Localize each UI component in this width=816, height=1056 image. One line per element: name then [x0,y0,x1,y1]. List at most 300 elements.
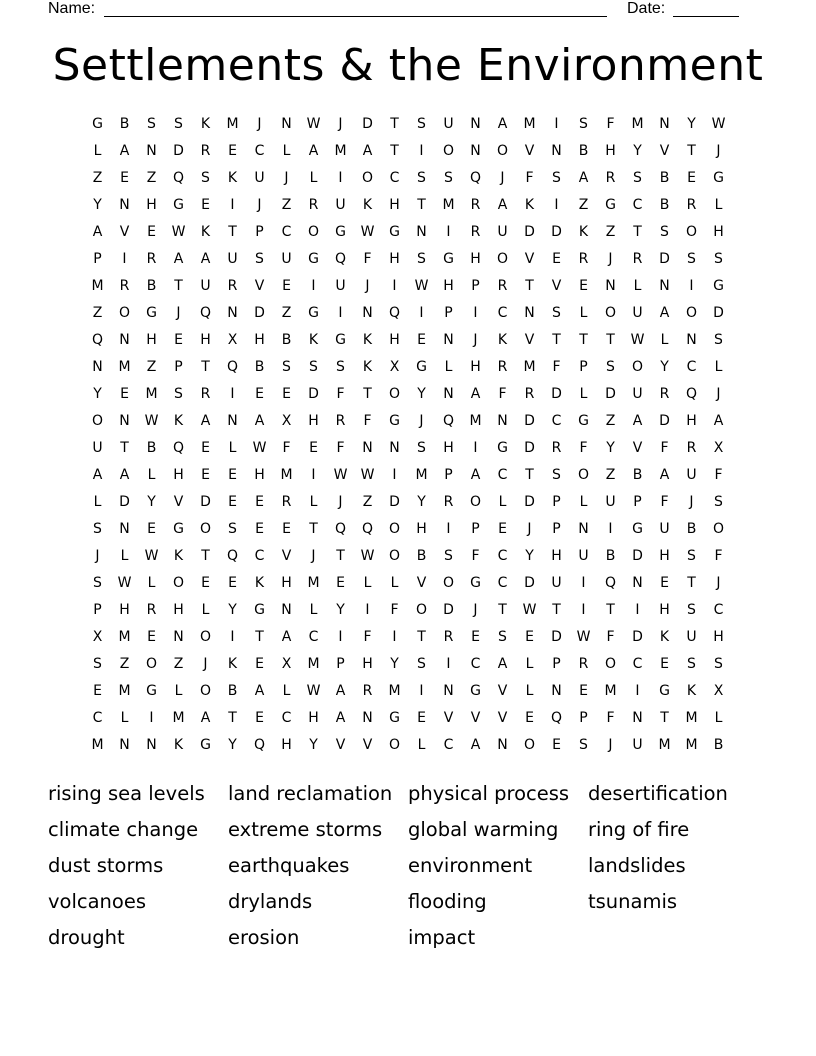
grid-letter: V [497,710,508,726]
grid-letter: F [606,116,615,132]
grid-letter: G [173,521,184,537]
grid-letter: A [200,710,211,726]
grid-letter: G [470,575,481,591]
grid-letter: N [119,197,130,213]
grid-letter: S [714,656,723,672]
grid-letter: J [257,116,262,132]
grid-letter: A [200,251,211,267]
grid-letter: I [311,278,316,294]
grid-letter: T [201,548,210,564]
word-list-item: drylands [228,890,313,913]
grid-letter: O [523,737,536,753]
grid-row [84,354,732,381]
grid-letter: Z [92,305,103,321]
grid-letter: W [117,575,132,591]
grid-letter: E [255,656,264,672]
grid-letter: R [227,278,238,294]
grid-letter: Q [253,737,266,753]
grid-letter: V [443,710,454,726]
grid-letter: R [470,197,481,213]
grid-letter: S [417,116,426,132]
grid-letter: I [338,305,343,321]
grid-letter: J [257,197,262,213]
grid-letter: N [659,116,670,132]
grid-letter: Q [334,521,347,537]
grid-letter: H [551,548,562,564]
grid-row [84,543,732,570]
grid-letter: E [120,170,129,186]
grid-letter: R [470,224,481,240]
grid-letter: B [146,278,157,294]
grid-letter: G [389,224,400,240]
grid-letter: Z [173,656,184,672]
grid-letter: U [200,278,211,294]
grid-letter: V [632,440,643,456]
grid-row [84,327,732,354]
grid-letter: E [579,278,588,294]
grid-letter: V [254,278,265,294]
grid-letter: O [631,359,644,375]
grid-letter: A [119,467,130,483]
grid-letter: B [713,737,724,753]
grid-letter: N [173,629,184,645]
grid-letter: S [552,170,561,186]
grid-letter: E [471,629,480,645]
grid-letter: E [255,710,264,726]
grid-letter: O [577,467,590,483]
grid-letter: M [631,116,644,132]
grid-letter: Q [226,359,239,375]
grid-letter: K [497,332,508,348]
grid-letter: U [686,467,697,483]
grid-letter: L [120,710,129,726]
grid-row [84,138,732,165]
grid-letter: H [389,197,400,213]
grid-letter: N [146,737,157,753]
grid-letter: H [254,332,265,348]
grid-row [84,570,732,597]
grid-letter: I [122,251,127,267]
grid-letter: R [308,197,319,213]
grid-letter: T [228,710,237,726]
grid-letter: B [659,197,670,213]
grid-letter: K [659,629,670,645]
grid-letter: U [335,278,346,294]
grid-letter: A [92,224,103,240]
grid-letter: N [443,386,454,402]
grid-letter: N [551,683,562,699]
grid-letter: E [147,224,156,240]
grid-row [84,408,732,435]
grid-letter: D [362,116,373,132]
grid-letter: R [659,386,670,402]
grid-letter: U [578,548,589,564]
grid-letter: W [144,413,159,429]
grid-letter: K [686,683,697,699]
grid-letter: G [443,251,454,267]
grid-letter: N [362,305,373,321]
grid-letter: S [552,305,561,321]
grid-letter: E [282,278,291,294]
grid-letter: R [200,386,211,402]
grid-letter: U [92,440,103,456]
grid-letter: L [282,143,291,159]
grid-letter: E [93,683,102,699]
grid-letter: O [415,602,428,618]
grid-letter: L [363,575,372,591]
grid-letter: Z [605,467,616,483]
grid-letter: E [417,710,426,726]
grid-letter: D [659,413,670,429]
grid-letter: E [660,575,669,591]
word-list-item: rising sea levels [48,782,205,805]
grid-letter: X [281,656,292,672]
grid-letter: G [470,683,481,699]
grid-letter: A [362,143,373,159]
grid-letter: Y [228,602,237,618]
grid-letter: B [632,467,643,483]
grid-letter: Q [199,305,212,321]
grid-letter: S [174,386,183,402]
grid-letter: T [417,629,426,645]
grid-letter: Z [605,413,616,429]
grid-letter: C [389,170,400,186]
grid-letter: N [443,332,454,348]
grid-letter: F [660,494,669,510]
grid-letter: O [388,386,401,402]
grid-letter: P [174,359,183,375]
grid-letter: D [524,440,535,456]
grid-letter: X [713,440,724,456]
grid-letter: U [443,116,454,132]
grid-letter: E [525,710,534,726]
grid-letter: R [551,440,562,456]
letter-grid [84,111,732,759]
grid-letter: S [633,170,642,186]
grid-letter: I [608,521,613,537]
grid-letter: E [255,494,264,510]
grid-letter: G [632,521,643,537]
grid-letter: S [417,170,426,186]
grid-letter: E [309,440,318,456]
grid-letter: O [388,548,401,564]
grid-letter: C [92,710,103,726]
grid-letter: A [470,386,481,402]
grid-letter: G [416,359,427,375]
grid-letter: V [335,737,346,753]
grid-letter: G [713,278,724,294]
grid-letter: G [146,305,157,321]
grid-letter: S [687,656,696,672]
grid-letter: S [228,521,237,537]
grid-letter: S [201,170,210,186]
grid-letter: H [254,467,265,483]
grid-letter: Q [226,548,239,564]
grid-letter: H [686,413,697,429]
grid-letter: R [632,251,643,267]
grid-letter: S [255,251,264,267]
grid-letter: M [523,116,536,132]
grid-letter: O [685,305,698,321]
grid-letter: L [417,737,426,753]
grid-letter: H [659,548,670,564]
grid-letter: J [284,170,289,186]
grid-letter: F [498,386,507,402]
name-label: Name: [48,0,96,17]
grid-letter: N [551,143,562,159]
word-list-item: land reclamation [228,782,393,805]
grid-letter: L [390,575,399,591]
grid-letter: H [119,602,130,618]
grid-letter: Q [91,332,104,348]
grid-letter: W [144,548,159,564]
grid-letter: U [605,494,616,510]
grid-letter: W [414,278,429,294]
grid-letter: H [173,467,184,483]
grid-letter: T [498,602,507,618]
grid-letter: A [470,467,481,483]
grid-letter: V [362,737,373,753]
grid-letter: F [552,359,561,375]
grid-letter: S [714,251,723,267]
grid-letter: H [281,575,292,591]
grid-letter: A [659,305,670,321]
grid-letter: L [309,602,318,618]
grid-letter: S [309,359,318,375]
grid-letter: E [687,170,696,186]
grid-letter: D [524,224,535,240]
grid-letter: J [608,737,613,753]
grid-letter: D [605,386,616,402]
grid-letter: M [118,629,131,645]
grid-letter: I [149,710,154,726]
grid-letter: S [660,224,669,240]
grid-letter: E [417,332,426,348]
grid-letter: M [280,467,293,483]
grid-letter: G [497,440,508,456]
grid-letter: D [524,575,535,591]
grid-letter: L [714,359,723,375]
grid-letter: D [119,494,130,510]
grid-letter: H [281,737,292,753]
grid-letter: S [444,170,453,186]
grid-letter: U [632,305,643,321]
grid-letter: X [92,629,103,645]
grid-row [84,624,732,651]
grid-letter: L [228,440,237,456]
grid-letter: W [630,332,645,348]
grid-letter: E [498,521,507,537]
grid-letter: H [605,143,616,159]
grid-letter: G [254,602,265,618]
grid-letter: P [444,467,453,483]
grid-letter: Y [93,386,102,402]
grid-letter: U [551,575,562,591]
grid-letter: D [713,305,724,321]
grid-letter: E [228,143,237,159]
grid-letter: A [308,143,319,159]
grid-letter: I [635,683,640,699]
grid-letter: U [227,251,238,267]
grid-letter: I [392,278,397,294]
grid-letter: P [471,278,480,294]
grid-letter: N [389,440,400,456]
grid-letter: B [254,359,265,375]
grid-letter: M [91,278,104,294]
grid-letter: A [497,116,508,132]
grid-letter: L [444,359,453,375]
grid-letter: E [147,521,156,537]
grid-letter: C [497,548,508,564]
grid-letter: D [632,548,643,564]
grid-letter: L [309,170,318,186]
grid-letter: H [659,602,670,618]
grid-letter: F [579,440,588,456]
grid-letter: L [498,494,507,510]
grid-letter: F [282,440,291,456]
grid-letter: B [578,143,589,159]
grid-letter: N [632,710,643,726]
grid-letter: E [228,494,237,510]
grid-letter: P [633,494,642,510]
grid-letter: E [282,521,291,537]
grid-letter: N [524,305,535,321]
grid-letter: O [361,170,374,186]
grid-letter: Z [281,305,292,321]
grid-letter: A [335,710,346,726]
grid-letter: N [92,359,103,375]
word-list-item: erosion [228,926,300,949]
grid-letter: Q [172,440,185,456]
grid-letter: U [254,170,265,186]
name-blank-line [104,16,607,17]
word-list-item: climate change [48,818,199,841]
grid-letter: M [685,710,698,726]
grid-letter: T [390,143,399,159]
grid-letter: Y [390,656,399,672]
grid-letter: N [686,332,697,348]
grid-letter: E [336,575,345,591]
grid-letter: E [228,575,237,591]
grid-letter: P [552,521,561,537]
grid-letter: Q [442,413,455,429]
grid-letter: C [470,656,481,672]
grid-letter: L [147,467,156,483]
grid-letter: P [552,656,561,672]
grid-letter: S [417,440,426,456]
grid-letter: P [579,710,588,726]
grid-letter: F [363,413,372,429]
grid-letter: I [311,467,316,483]
grid-letter: I [365,602,370,618]
grid-letter: Y [660,359,669,375]
grid-letter: J [716,386,721,402]
grid-letter: Z [119,656,130,672]
grid-letter: C [551,413,562,429]
grid-row [84,192,732,219]
grid-letter: A [470,737,481,753]
grid-letter: Q [550,710,563,726]
grid-letter: P [93,251,102,267]
grid-letter: O [712,521,725,537]
date-blank-line [673,16,739,17]
grid-letter: O [388,737,401,753]
grid-letter: M [145,386,158,402]
grid-letter: E [120,386,129,402]
word-list-item: extreme storms [228,818,383,841]
grid-letter: T [255,629,264,645]
grid-letter: C [281,224,292,240]
grid-letter: P [444,305,453,321]
grid-letter: O [199,521,212,537]
date-label: Date: [627,0,666,17]
grid-letter: M [334,143,347,159]
grid-letter: Z [146,359,157,375]
grid-letter: H [389,251,400,267]
grid-letter: S [444,548,453,564]
grid-letter: N [119,521,130,537]
grid-letter: O [496,251,509,267]
grid-letter: V [524,251,535,267]
grid-letter: G [335,224,346,240]
grid-letter: X [227,332,238,348]
grid-letter: O [442,143,455,159]
grid-letter: T [174,278,183,294]
grid-letter: N [605,278,616,294]
grid-letter: V [659,143,670,159]
grid-letter: M [388,683,401,699]
grid-letter: L [147,575,156,591]
grid-letter: S [552,467,561,483]
grid-letter: L [525,656,534,672]
grid-letter: K [227,170,238,186]
grid-row [84,651,732,678]
grid-letter: C [632,656,643,672]
grid-letter: N [497,413,508,429]
grid-letter: G [308,305,319,321]
grid-letter: M [658,737,671,753]
grid-row [84,246,732,273]
grid-letter: Y [336,602,345,618]
grid-letter: M [442,197,455,213]
grid-letter: L [282,683,291,699]
grid-letter: S [93,656,102,672]
grid-letter: A [254,683,265,699]
grid-letter: T [120,440,129,456]
grid-letter: H [443,440,454,456]
grid-letter: S [498,629,507,645]
grid-letter: E [201,467,210,483]
grid-letter: Q [388,305,401,321]
word-list-item: volcanoes [48,890,147,913]
grid-letter: C [713,602,724,618]
grid-letter: Y [417,386,426,402]
grid-letter: K [173,737,184,753]
grid-letter: H [308,710,319,726]
grid-letter: O [604,656,617,672]
grid-letter: G [659,683,670,699]
grid-letter: H [470,251,481,267]
word-list-item: earthquakes [228,854,350,877]
grid-letter: Z [281,197,292,213]
grid-letter: H [470,359,481,375]
grid-letter: Y [228,737,237,753]
grid-letter: D [659,251,670,267]
grid-letter: J [608,251,613,267]
grid-letter: O [118,305,131,321]
grid-letter: Z [605,224,616,240]
grid-letter: K [308,332,319,348]
